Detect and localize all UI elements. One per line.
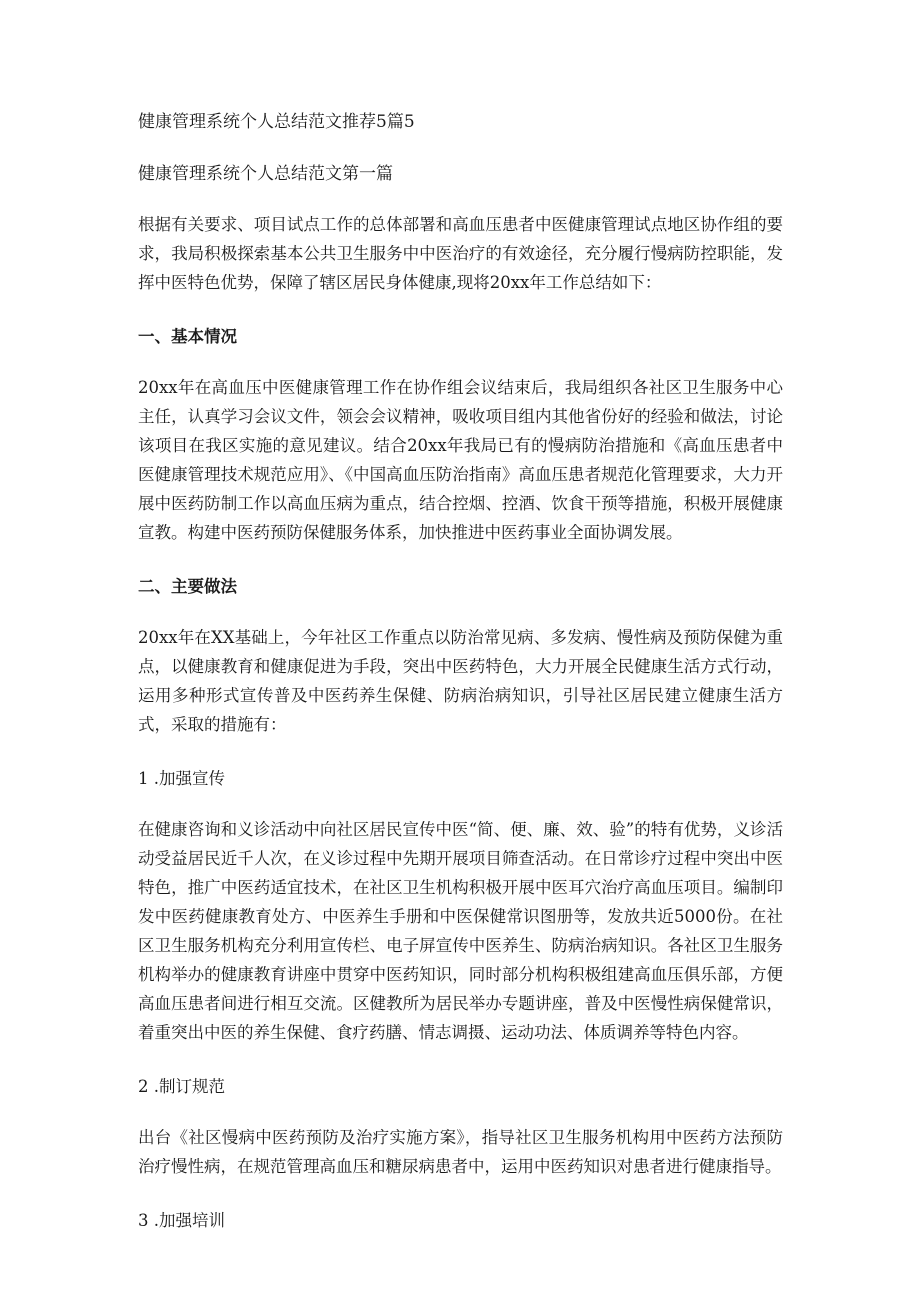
item-heading-standards: 2 .制订规范 (138, 1077, 225, 1096)
section-paragraph-basic-situation: 20xx年在高血压中医健康管理工作在协作组会议结束后，我局组织各社区卫生服务中心主任，认真学习会议文件，领会会议精神，吸收项目组内其他省份好的经验和做法，讨论该项目在我区实施的意见建议。结合20xx年我局已有的慢病防治措施和《高血压患者中医健康管理技术规范应用》、《中国高血压防治指南》高血压患者规范化管理要求，大力开展中医药防制工作以高血压病为重点，结合控烟、控酒、饮食干预等措施，积极开展健康宣教。构建中医药预防保健服务体系，加快推进中医药事业全面协调发展。 (138, 378, 783, 542)
item-paragraph-publicity: 在健康咨询和义诊活动中向社区居民宣传中医“简、便、廉、效、验”的特有优势，义诊活动受益居民近千人次，在义诊过程中先期开展项目筛查活动。在日常诊疗过程中突出中医特色，推广中医药适宜技术，在社区卫生机构积极开展中医耳穴治疗高血压项目。编制印发中医药健康教育处方、中医养生手册和中医保健常识图册等，发放共近5000份。在社区卫生服务机构充分利用宣传栏、电子屏宣传中医养生、防病治病知识。各社区卫生服务机构举办的健康教育讲座中贯穿中医药知识，同时部分机构积极组建高血压俱乐部，方便高血压患者间进行相互交流。区健教所为居民举办专题讲座，普及中医慢性病保健常识，着重突出中医的养生保健、食疗药膳、情志调摄、运动功法、体质调养等特色内容。 (138, 820, 783, 1042)
intro-paragraph: 根据有关要求、项目试点工作的总体部署和高血压患者中医健康管理试点地区协作组的要求，我局积极探索基本公共卫生服务中中医治疗的有效途径，充分履行慢病防控职能，发挥中医特色优势，保障了辖区居民身体健康,现将20xx年工作总结如下： (138, 215, 783, 292)
section-paragraph-main-practices: 20xx年在XX基础上，今年社区工作重点以防治常见病、多发病、慢性病及预防保健为重点，以健康教育和健康促进为手段，突出中医药特色，大力开展全民健康生活方式行动，运用多种形式宣传普及中医药养生保健、防病治病知识，引导社区居民建立健康生活方式，采取的措施有： (138, 628, 783, 734)
document-title: 健康管理系统个人总结范文推荐5篇5 (138, 112, 415, 132)
item-heading-publicity: 1 .加强宣传 (138, 769, 225, 788)
section-heading-basic-situation: 一、基本情况 (138, 327, 237, 346)
section-heading-main-practices: 二、主要做法 (138, 577, 237, 596)
document-page (138, 108, 783, 1257)
document-subtitle: 健康管理系统个人总结范文第一篇 (138, 164, 393, 184)
item-paragraph-standards: 出台《社区慢病中医药预防及治疗实施方案》，指导社区卫生服务机构用中医药方法预防治疗慢性病，在规范管理高血压和糖尿病患者中，运用中医药知识对患者进行健康指导。 (138, 1128, 783, 1176)
item-heading-training: 3 .加强培训 (138, 1211, 225, 1230)
